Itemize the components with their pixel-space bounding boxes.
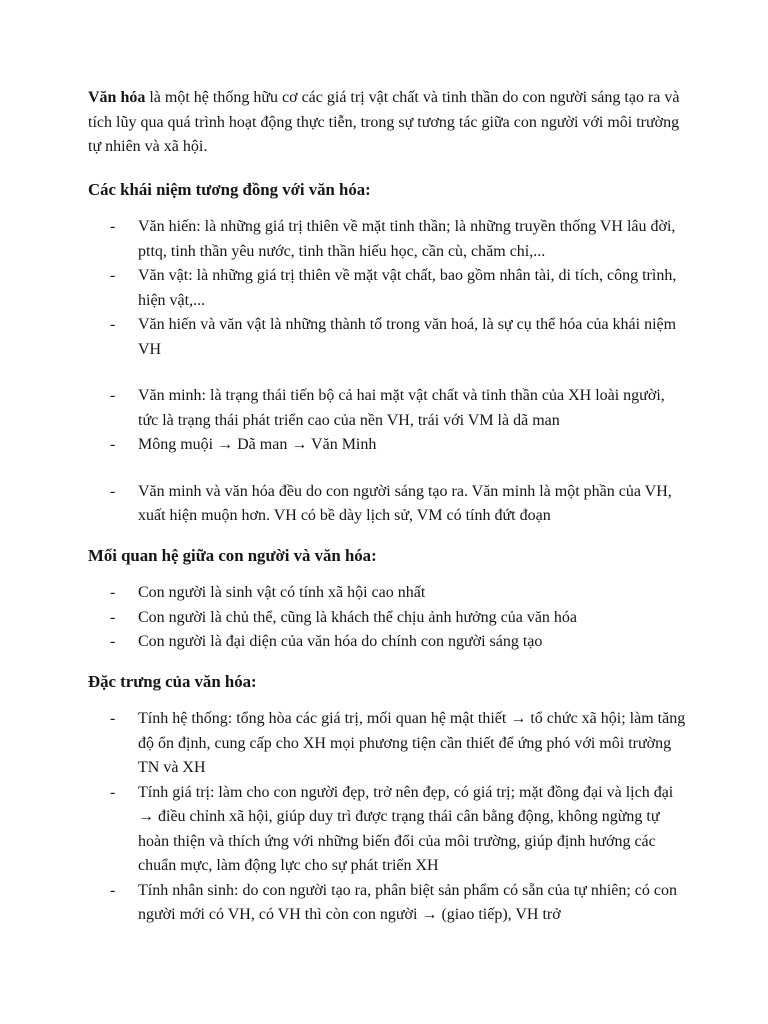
bullet-marker: - xyxy=(110,633,116,650)
list-item-text: Con người là đại diện của văn hóa do chính con người sáng tạo xyxy=(138,633,543,650)
list-item xyxy=(88,581,688,606)
bullet-marker: - xyxy=(110,608,116,626)
list-item-text: Văn hiến: là những giá trị thiên về mặt tinh thần; là những truyền thống VH lâu đời, pttq, tinh thần yêu nước, tinh thần hiếu học, cần cù, chăm chỉ,... xyxy=(138,218,676,260)
list-item xyxy=(88,215,688,264)
intro-lead-term: Văn hóa xyxy=(88,89,146,106)
bullet-marker: - xyxy=(110,783,116,801)
section-heading-characteristics: Đặc trưng của văn hóa: xyxy=(88,671,257,691)
bullet-list-characteristics xyxy=(88,707,688,928)
bullet-marker: - xyxy=(110,881,116,899)
bullet-marker: - xyxy=(110,218,116,235)
list-item xyxy=(88,606,688,631)
section-heading-relationship: Mối quan hệ giữa con người và văn hóa: xyxy=(88,545,377,565)
bullet-marker: - xyxy=(110,267,116,284)
list-item xyxy=(88,630,688,655)
list-item-text: Tính nhân sinh: do con người tạo ra, phân biệt sản phẩm có sẵn của tự nhiên; có con người mới có VH, có VH thì còn con người → (giao tiếp), VH trở xyxy=(138,881,678,923)
list-item xyxy=(88,707,688,781)
bullet-marker: - xyxy=(110,387,116,404)
bullet-marker: - xyxy=(110,710,116,727)
list-item-text: Văn minh và văn hóa đều do con người sáng tạo ra. Văn minh là một phần của VH, xuất hiện muộn hơn. VH có bề dày lịch sử, VM có tính đứt đoạn xyxy=(138,482,672,524)
bullet-marker: - xyxy=(110,316,116,333)
list-item xyxy=(88,879,688,928)
list-item xyxy=(88,781,688,879)
list-item-text: Văn hiến và văn vật là những thành tố trong văn hoá, là sự cụ thể hóa của khái niệm VH xyxy=(138,316,677,358)
list-item-text: Con người là sinh vật có tính xã hội cao nhất xyxy=(138,584,426,601)
list-item-text: Tính giá trị: làm cho con người đẹp, trở nên đẹp, có giá trị; mặt đồng đại và lịch đại → điều chỉnh xã hội, giúp duy trì được trạng thái cân bằng động, không ngừng tự hoàn thiện và thích ứng với những biến đổi của môi trường, giúp định hướng các chuẩn mực, làm động lực cho sự phát triển XH xyxy=(138,783,674,874)
list-item xyxy=(88,480,688,529)
list-item xyxy=(88,433,688,458)
list-item-text: Tính hệ thống: tổng hòa các giá trị, mối quan hệ mật thiết → tổ chức xã hội; làm tăng độ ổn định, cung cấp cho XH mọi phương tiện cần thiết để ứng phó với môi trường TN và XH xyxy=(138,710,686,776)
bullet-list-concepts xyxy=(88,215,688,529)
intro-body-text: là một hệ thống hữu cơ các giá trị vật chất và tinh thần do con người sáng tạo ra và tích lũy qua quá trình hoạt động thực tiễn, trong sự tương tác giữa con người với môi trường tự nhiên và xã hội. xyxy=(88,89,680,155)
section-heading-concepts: Các khái niệm tương đồng với văn hóa: xyxy=(88,179,371,199)
bullet-marker: - xyxy=(110,584,116,601)
list-item xyxy=(88,384,688,433)
intro-paragraph xyxy=(88,86,688,160)
list-item-text: Văn minh: là trạng thái tiến bộ cả hai mặt vật chất và tinh thần của XH loài người, tức là trạng thái phát triển cao của nền VH, trái với VM là dã man xyxy=(138,387,665,429)
bullet-marker: - xyxy=(110,436,116,453)
list-item-text: Văn vật: là những giá trị thiên về mặt vật chất, bao gồm nhân tài, di tích, công trình, hiện vật,... xyxy=(138,267,677,309)
list-item xyxy=(88,264,688,313)
bullet-marker: - xyxy=(110,482,116,500)
list-item-text: Con người là chủ thể, cũng là khách thể chịu ảnh hưởng của văn hóa xyxy=(138,608,578,626)
list-item xyxy=(88,313,688,362)
list-item-text: Mông muội → Dã man → Văn Minh xyxy=(138,436,377,453)
bullet-list-relationship xyxy=(88,581,688,655)
